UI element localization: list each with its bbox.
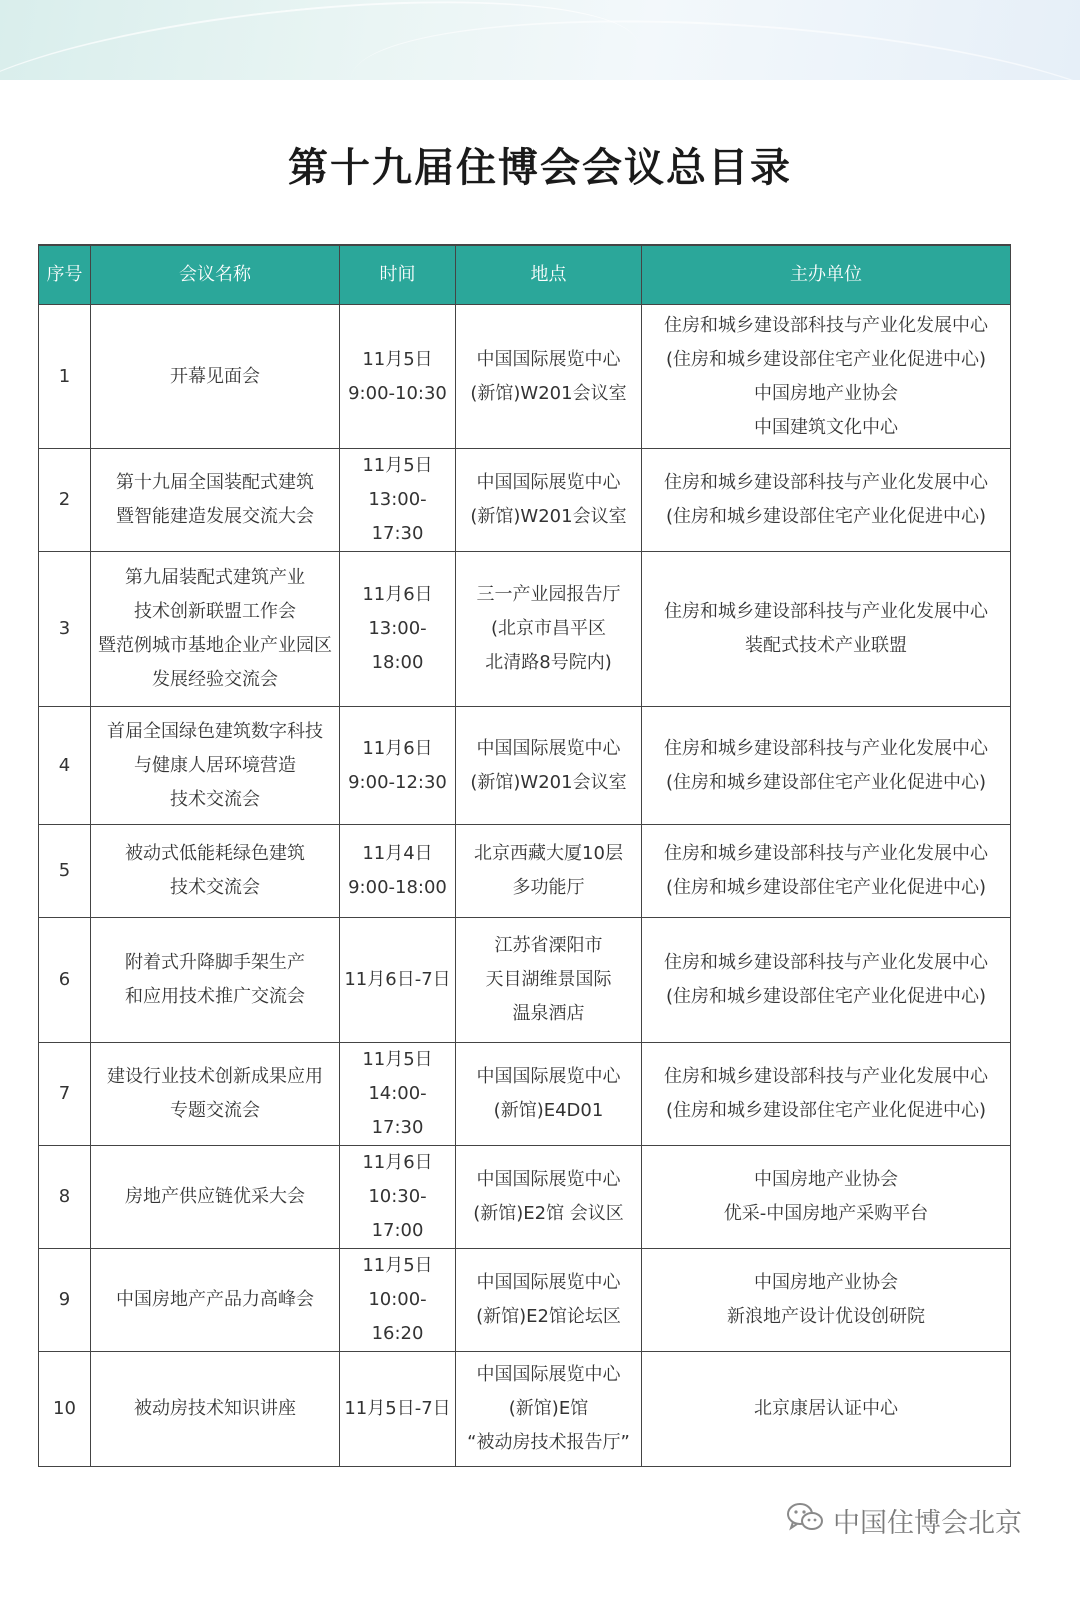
cell-host: 住房和城乡建设部科技与产业化发展中心 (住房和城乡建设部住宅产业化促进中心) 中国房地产业协会 中国建筑文化中心 (642, 305, 1011, 449)
cell-time: 11月5日 14:00-17:30 (340, 1043, 456, 1146)
cell-place: 北京西藏大厦10层 多功能厅 (456, 825, 642, 918)
cell-time: 11月5日 9:00-10:30 (340, 305, 456, 449)
header-host: 主办单位 (642, 245, 1011, 305)
cell-host: 住房和城乡建设部科技与产业化发展中心 (住房和城乡建设部住宅产业化促进中心) (642, 825, 1011, 918)
meeting-table (38, 244, 1011, 1467)
cell-time: 11月5日-7日 (340, 1352, 456, 1467)
table-row (39, 305, 1011, 449)
table-row (39, 1249, 1011, 1352)
table-row (39, 707, 1011, 825)
cell-time: 11月5日 13:00-17:30 (340, 449, 456, 552)
cell-place: 江苏省溧阳市 天目湖维景国际 温泉酒店 (456, 918, 642, 1043)
cell-name: 房地产供应链优采大会 (91, 1146, 340, 1249)
cell-no: 1 (39, 305, 91, 449)
cell-place: 中国国际展览中心 (新馆)W201会议室 (456, 305, 642, 449)
table-row (39, 1043, 1011, 1146)
cell-place: 中国国际展览中心 (新馆)E2馆 会议区 (456, 1146, 642, 1249)
cell-time: 11月6日 13:00-18:00 (340, 552, 456, 707)
table-row (39, 918, 1011, 1043)
cell-host: 北京康居认证中心 (642, 1352, 1011, 1467)
cell-place: 中国国际展览中心 (新馆)W201会议室 (456, 707, 642, 825)
cell-no: 6 (39, 918, 91, 1043)
cell-place: 中国国际展览中心 (新馆)E4D01 (456, 1043, 642, 1146)
cell-name: 第十九届全国装配式建筑 暨智能建造发展交流大会 (91, 449, 340, 552)
cell-host: 住房和城乡建设部科技与产业化发展中心 (住房和城乡建设部住宅产业化促进中心) (642, 1043, 1011, 1146)
page-title: 第十九届住博会会议总目录 (288, 145, 792, 191)
cell-time: 11月6日-7日 (340, 918, 456, 1043)
cell-host: 中国房地产业协会 优采-中国房地产采购平台 (642, 1146, 1011, 1249)
header-time: 时间 (340, 245, 456, 305)
top-banner (0, 0, 1080, 80)
header-place: 地点 (456, 245, 642, 305)
cell-no: 5 (39, 825, 91, 918)
cell-name: 建设行业技术创新成果应用 专题交流会 (91, 1043, 340, 1146)
wechat-icon (785, 1501, 825, 1540)
cell-name: 附着式升降脚手架生产 和应用技术推广交流会 (91, 918, 340, 1043)
cell-place: 三一产业园报告厅 (北京市昌平区 北清路8号院内) (456, 552, 642, 707)
cell-name: 首届全国绿色建筑数字科技 与健康人居环境营造 技术交流会 (91, 707, 340, 825)
cell-host: 住房和城乡建设部科技与产业化发展中心 (住房和城乡建设部住宅产业化促进中心) (642, 918, 1011, 1043)
cell-time: 11月5日 10:00-16:20 (340, 1249, 456, 1352)
table-row (39, 1352, 1011, 1467)
cell-no: 10 (39, 1352, 91, 1467)
cell-time: 11月6日 10:30-17:00 (340, 1146, 456, 1249)
cell-host: 中国房地产业协会 新浪地产设计优设创研院 (642, 1249, 1011, 1352)
cell-name: 被动房技术知识讲座 (91, 1352, 340, 1467)
cell-no: 3 (39, 552, 91, 707)
cell-place: 中国国际展览中心 (新馆)W201会议室 (456, 449, 642, 552)
cell-no: 4 (39, 707, 91, 825)
cell-time: 11月4日 9:00-18:00 (340, 825, 456, 918)
cell-host: 住房和城乡建设部科技与产业化发展中心 (住房和城乡建设部住宅产业化促进中心) (642, 449, 1011, 552)
header-name: 会议名称 (91, 245, 340, 305)
cell-time: 11月6日 9:00-12:30 (340, 707, 456, 825)
cell-name: 第九届装配式建筑产业 技术创新联盟工作会 暨范例城市基地企业产业园区 发展经验交流会 (91, 552, 340, 707)
cell-no: 2 (39, 449, 91, 552)
table-row (39, 825, 1011, 918)
cell-name: 被动式低能耗绿色建筑 技术交流会 (91, 825, 340, 918)
cell-no: 8 (39, 1146, 91, 1249)
cell-host: 住房和城乡建设部科技与产业化发展中心 装配式技术产业联盟 (642, 552, 1011, 707)
table-row (39, 449, 1011, 552)
table-header-row (39, 245, 1011, 305)
header-no: 序号 (39, 245, 91, 305)
cell-name: 中国房地产产品力高峰会 (91, 1249, 340, 1352)
table-row (39, 552, 1011, 707)
cell-no: 9 (39, 1249, 91, 1352)
watermark (785, 1500, 1022, 1540)
cell-place: 中国国际展览中心 (新馆)E2馆论坛区 (456, 1249, 642, 1352)
table-row (39, 1146, 1011, 1249)
cell-host: 住房和城乡建设部科技与产业化发展中心 (住房和城乡建设部住宅产业化促进中心) (642, 707, 1011, 825)
cell-no: 7 (39, 1043, 91, 1146)
cell-name: 开幕见面会 (91, 305, 340, 449)
cell-place: 中国国际展览中心 (新馆)E馆 “被动房技术报告厅” (456, 1352, 642, 1467)
watermark-text: 中国住博会北京 (833, 1507, 1022, 1539)
